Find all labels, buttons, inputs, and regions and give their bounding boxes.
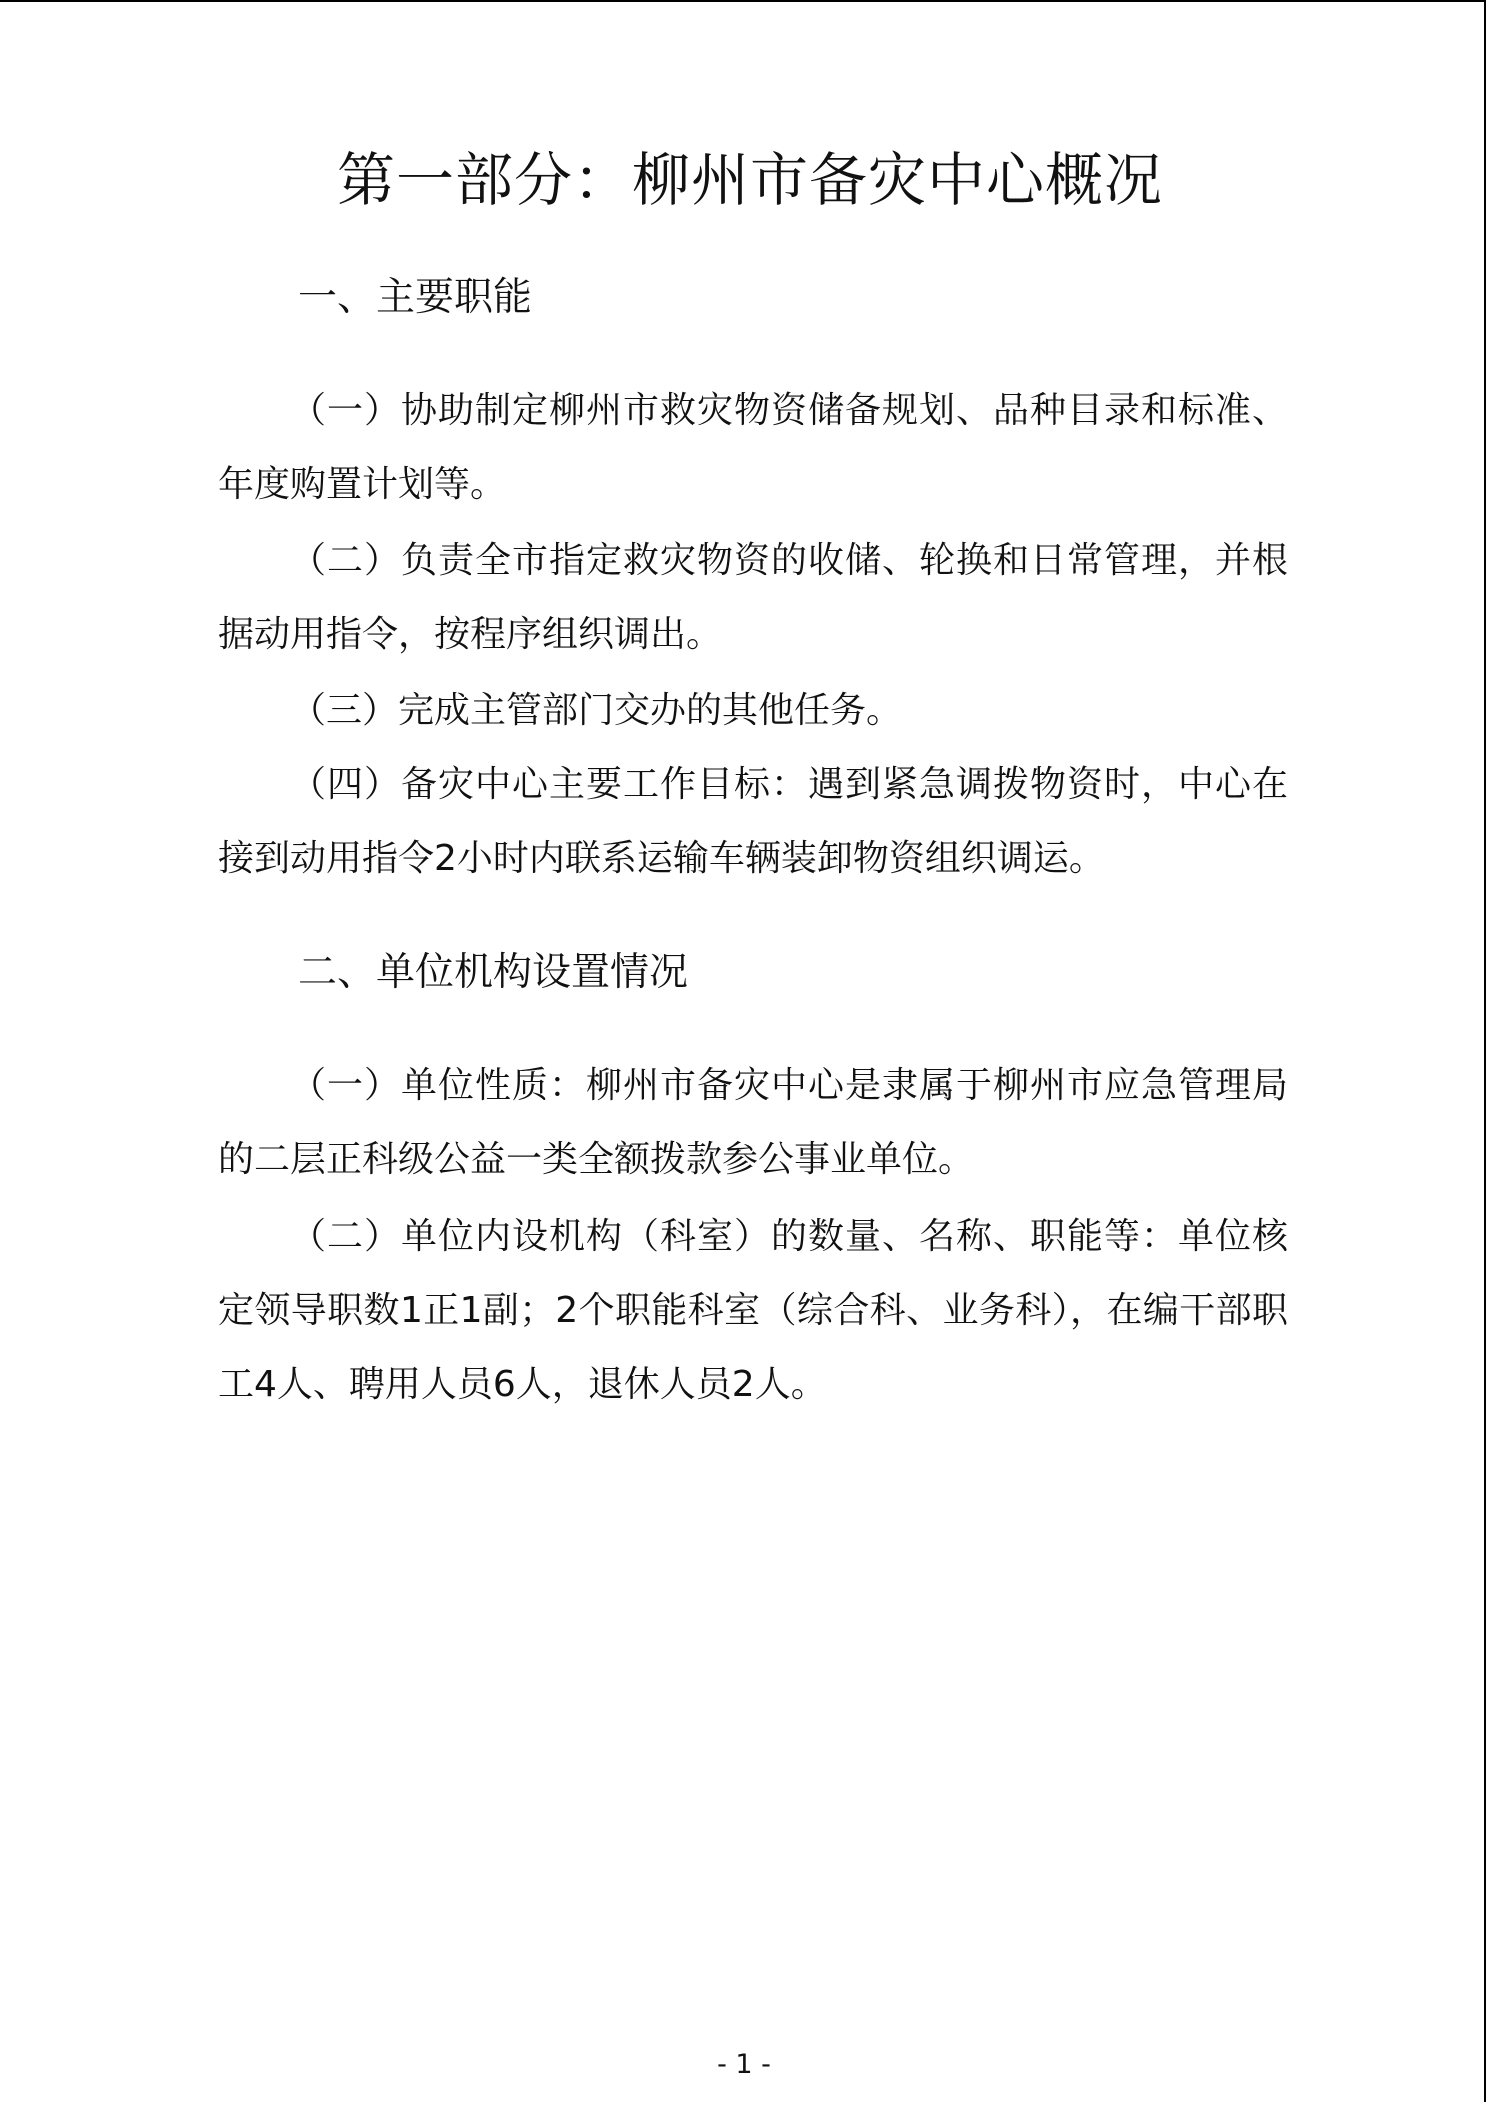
paragraph: （四）备灾中心主要工作目标：遇到紧急调拨物资时，中心在接到动用指令2小时内联系运输车辆装卸物资组织调运。 bbox=[218, 764, 1288, 879]
section-heading-main-functions: 一、主要职能 bbox=[298, 275, 533, 320]
page-number: - 1 - bbox=[717, 2049, 771, 2080]
paragraph: （三）完成主管部门交办的其他任务。 bbox=[290, 690, 903, 731]
paragraph: （一）协助制定柳州市救灾物资储备规划、品种目录和标准、年度购置计划等。 bbox=[218, 390, 1288, 505]
section-heading-organization: 二、单位机构设置情况 bbox=[298, 950, 689, 995]
paragraph: （二）单位内设机构（科室）的数量、名称、职能等：单位核定领导职数1正1副；2个职能科室（综合科、业务科），在编干部职工4人、聘用人员6人，退休人员2人。 bbox=[218, 1216, 1288, 1405]
page-title: 第一部分：柳州市备灾中心概况 bbox=[336, 146, 1163, 214]
paragraph: （二）负责全市指定救灾物资的收储、轮换和日常管理，并根据动用指令，按程序组织调出。 bbox=[218, 540, 1288, 655]
paragraph: （一）单位性质：柳州市备灾中心是隶属于柳州市应急管理局的二层正科级公益一类全额拨款参公事业单位。 bbox=[218, 1065, 1288, 1180]
